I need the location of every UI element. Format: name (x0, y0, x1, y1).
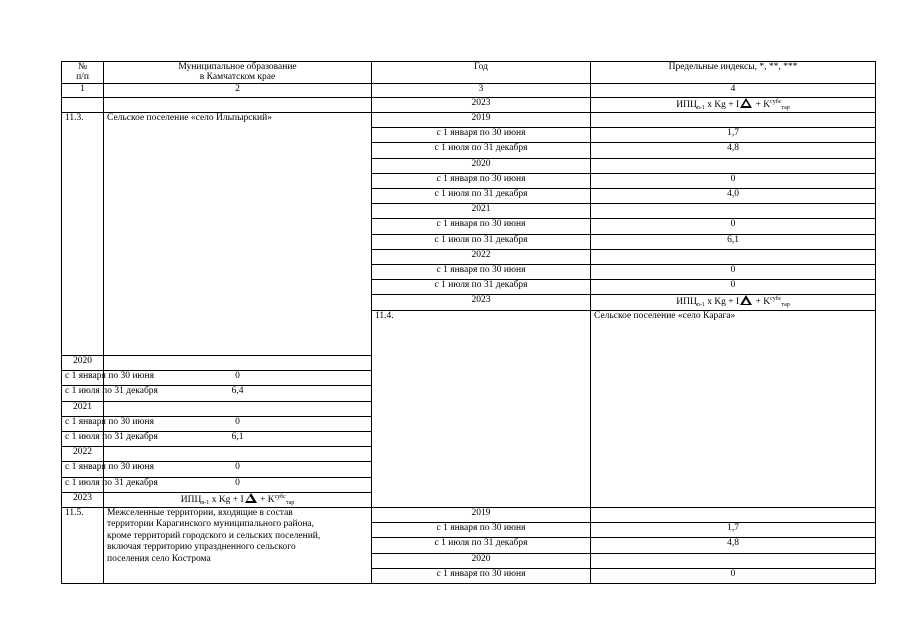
value-cell: 0 (591, 219, 876, 234)
period-cell: с 1 июля по 31 декабря (372, 189, 591, 204)
delta-icon (740, 98, 752, 108)
period-cell: с 1 июля по 31 декабря (62, 386, 104, 401)
year-cell: 2023 (372, 97, 591, 112)
period-cell: с 1 января по 30 июня (62, 416, 104, 431)
value-cell: 4,8 (591, 143, 876, 158)
year-cell: 2023 (62, 492, 104, 507)
period-cell: с 1 января по 30 июня (62, 462, 104, 477)
year-cell: 2019 (372, 507, 591, 522)
column-number: 4 (591, 83, 876, 97)
period-cell: с 1 января по 30 июня (372, 173, 591, 188)
period-cell: с 1 января по 30 июня (372, 568, 591, 583)
table-row (62, 507, 876, 522)
delta-icon (245, 493, 257, 503)
value-cell: 4,8 (591, 538, 876, 553)
table-row (62, 113, 876, 128)
column-number: 2 (104, 83, 372, 97)
value-cell: 0 (591, 568, 876, 583)
formula-cell (591, 97, 876, 112)
value-cell: 0 (591, 173, 876, 188)
value-cell: 1,7 (591, 523, 876, 538)
year-cell: 2023 (372, 295, 591, 310)
column-number: 1 (62, 83, 104, 97)
header-municipality: Муниципальное образование в Камчатском крае (104, 62, 372, 84)
period-cell: с 1 января по 30 июня (372, 523, 591, 538)
municipality-name: Межселенные территории, входящие в состав территории Карагинского муниципального района, кроме территорий городского и сельских поселений, включая территорию упраздненного сельского поселения село Кострома (104, 507, 372, 583)
period-cell: с 1 января по 30 июня (62, 371, 104, 386)
year-cell: 2020 (372, 553, 591, 568)
year-cell: 2022 (62, 447, 104, 462)
column-number-row (62, 83, 876, 97)
value-cell: 6,1 (591, 234, 876, 249)
period-cell: с 1 июля по 31 декабря (62, 477, 104, 492)
period-cell: с 1 июля по 31 декабря (372, 538, 591, 553)
row-number: 11.4. (372, 310, 591, 507)
value-cell: 0 (104, 416, 372, 431)
year-cell: 2021 (372, 204, 591, 219)
period-cell: с 1 июля по 31 декабря (372, 234, 591, 249)
row-number: 11.3. (62, 113, 104, 356)
header-index: Предельные индексы, *, **, *** (591, 62, 876, 84)
period-cell: с 1 января по 30 июня (372, 128, 591, 143)
formula-cell (104, 492, 372, 507)
period-cell: с 1 июля по 31 декабря (372, 280, 591, 295)
price-index-formula: $ИПЦ_{n-1}$ x $Kg + I + K^{субс}_{тар}$ (676, 296, 790, 309)
year-cell: 2022 (372, 249, 591, 264)
municipality-name: Сельское поселение «село Ильпырский» (104, 113, 372, 356)
period-cell: с 1 июля по 31 декабря (62, 432, 104, 447)
tariff-index-table (61, 61, 876, 584)
value-cell: 0 (591, 264, 876, 279)
row-number: 11.5. (62, 507, 104, 583)
value-cell: 6,4 (104, 386, 372, 401)
municipality-name: Сельское поселение «село Карага» (591, 310, 876, 507)
header-number: № п/п (62, 62, 104, 84)
year-cell: 2019 (372, 113, 591, 128)
value-cell: 0 (104, 477, 372, 492)
price-index-formula: $ИПЦ_{n-1}$ x $Kg + I + K^{субс}_{тар}$ (676, 98, 790, 111)
formula-cell (591, 295, 876, 310)
column-number: 3 (372, 83, 591, 97)
value-cell: 6,1 (104, 432, 372, 447)
table-row (62, 97, 876, 112)
header-row (62, 62, 876, 84)
year-cell: 2020 (62, 356, 104, 371)
year-cell: 2020 (372, 158, 591, 173)
period-cell: с 1 января по 30 июня (372, 264, 591, 279)
value-cell: 0 (104, 462, 372, 477)
value-cell: 1,7 (591, 128, 876, 143)
value-cell: 0 (104, 371, 372, 386)
period-cell: с 1 июля по 31 декабря (372, 143, 591, 158)
year-cell: 2021 (62, 401, 104, 416)
value-cell: 4,0 (591, 189, 876, 204)
price-index-formula: $ИПЦ_{n-1}$ x $Kg + I + K^{субс}_{тар}$ (180, 493, 295, 506)
period-cell: с 1 января по 30 июня (372, 219, 591, 234)
header-year: Год (372, 62, 591, 84)
delta-icon (740, 295, 752, 305)
value-cell: 0 (591, 280, 876, 295)
